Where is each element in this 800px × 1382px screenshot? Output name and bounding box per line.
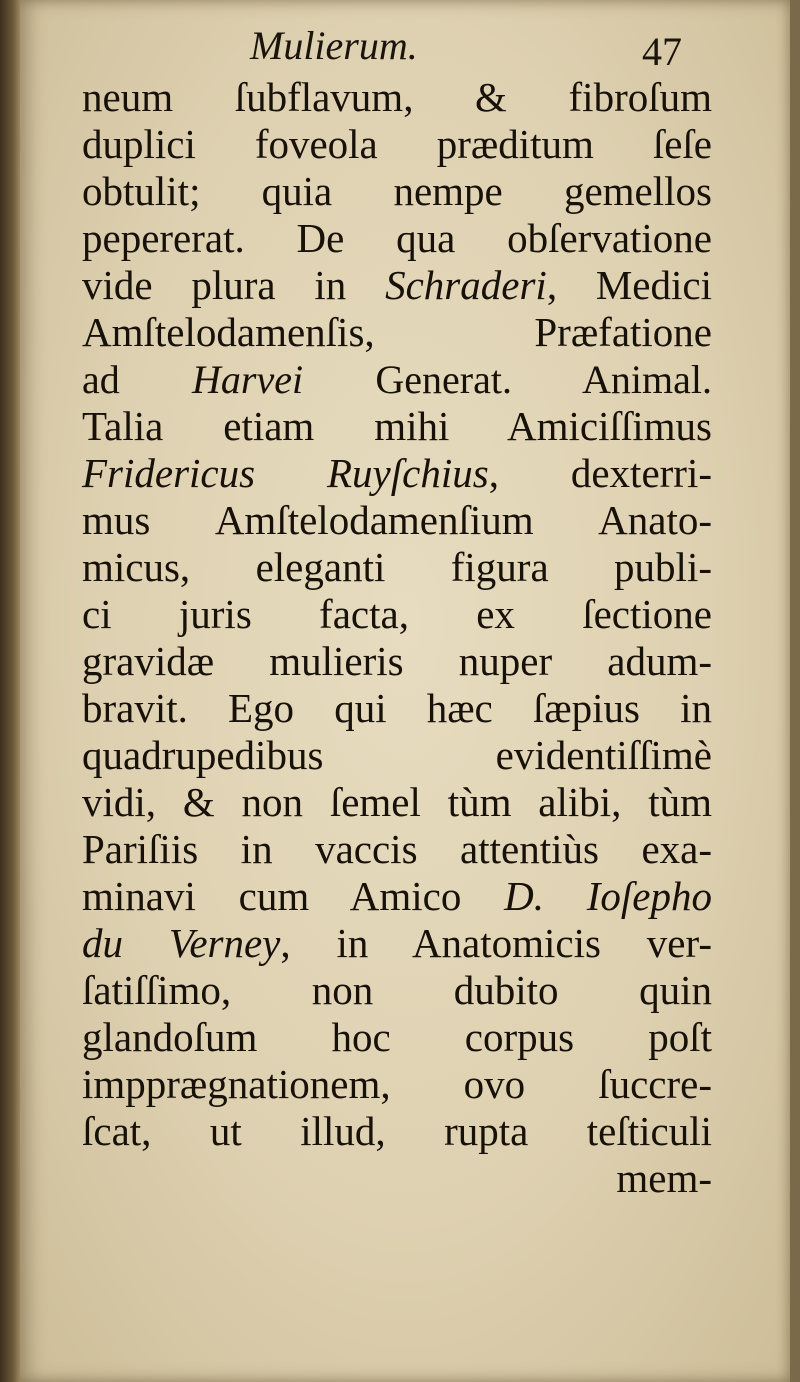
page-number: 47 <box>642 29 682 74</box>
text-segment: pepererat. De qua obſervatione <box>82 215 712 261</box>
text-segment: ci juris facta, ex ſectione <box>82 591 712 637</box>
book-page <box>20 0 790 1382</box>
text-line <box>82 732 712 779</box>
text-line <box>82 1108 712 1155</box>
text-line <box>82 544 712 591</box>
text-segment: ad <box>82 357 193 402</box>
text-line <box>82 1061 712 1108</box>
text-segment: minavi cum Amico <box>82 873 505 919</box>
text-line <box>82 638 712 685</box>
text-line <box>82 873 712 920</box>
text-line <box>82 450 712 497</box>
italic-text-segment: Schraderi <box>385 262 547 308</box>
text-line <box>82 497 712 544</box>
body-text <box>82 74 712 1202</box>
italic-text-segment: D. Ioſepho <box>504 873 712 919</box>
text-line <box>82 356 712 403</box>
text-line <box>82 967 712 1014</box>
running-title: Mulierum. <box>250 23 418 68</box>
text-line <box>82 920 712 967</box>
text-segment: duplici foveola præditum ſeſe <box>82 121 712 167</box>
italic-text-segment: Harvei <box>192 357 304 402</box>
text-line <box>82 403 712 450</box>
page-header <box>250 22 730 78</box>
text-segment: gravidæ mulieris nuper adum- <box>82 638 712 684</box>
text-line <box>82 121 712 168</box>
text-line <box>82 309 712 356</box>
text-line <box>82 168 712 215</box>
text-segment: , in Anatomicis ver- <box>280 920 712 966</box>
text-line <box>82 74 712 121</box>
text-segment: neum ſubflavum, & fibroſum <box>82 74 712 120</box>
italic-text-segment: du Verney <box>82 920 281 966</box>
text-line <box>82 1155 712 1202</box>
book-spine-shadow <box>0 0 22 1382</box>
text-line <box>82 262 712 309</box>
text-segment: , dexterri- <box>488 450 712 496</box>
text-segment: ſcat, ut illud, rupta teſticuli <box>82 1108 712 1154</box>
text-segment: Generat. Animal. <box>303 357 712 402</box>
text-segment: glandoſum hoc corpus poſt <box>82 1014 712 1060</box>
text-segment: obtulit; quia nempe gemellos <box>82 168 712 214</box>
text-segment: Amſtelodamenſis, Præfatione <box>82 309 712 355</box>
text-segment: , Medici <box>546 262 712 308</box>
text-segment: bravit. Ego qui hæc ſæpius in <box>82 685 712 731</box>
text-segment: ſatiſſimo, non dubito quin <box>82 967 712 1013</box>
text-segment: Pariſiis in vaccis attentiùs exa- <box>82 826 712 872</box>
text-segment: vidi, & non ſemel tùm alibi, tùm <box>82 779 712 825</box>
text-line <box>82 826 712 873</box>
text-line <box>82 1014 712 1061</box>
text-segment: vide plura in <box>82 262 386 308</box>
text-line <box>82 685 712 732</box>
text-segment: mem- <box>616 1155 712 1201</box>
italic-text-segment: Fridericus Ruyſchius <box>82 450 489 496</box>
text-segment: impprægnationem, ovo ſuccre- <box>82 1061 712 1107</box>
text-line <box>82 779 712 826</box>
text-segment: mus Amſtelodamenſium Anato- <box>82 497 712 543</box>
text-segment: quadrupedibus evidentiſſimè <box>82 732 712 778</box>
text-line <box>82 591 712 638</box>
text-segment: Talia etiam mihi Amiciſſimus <box>82 403 712 449</box>
text-line <box>82 215 712 262</box>
text-segment: micus, eleganti figura publi- <box>82 544 712 590</box>
